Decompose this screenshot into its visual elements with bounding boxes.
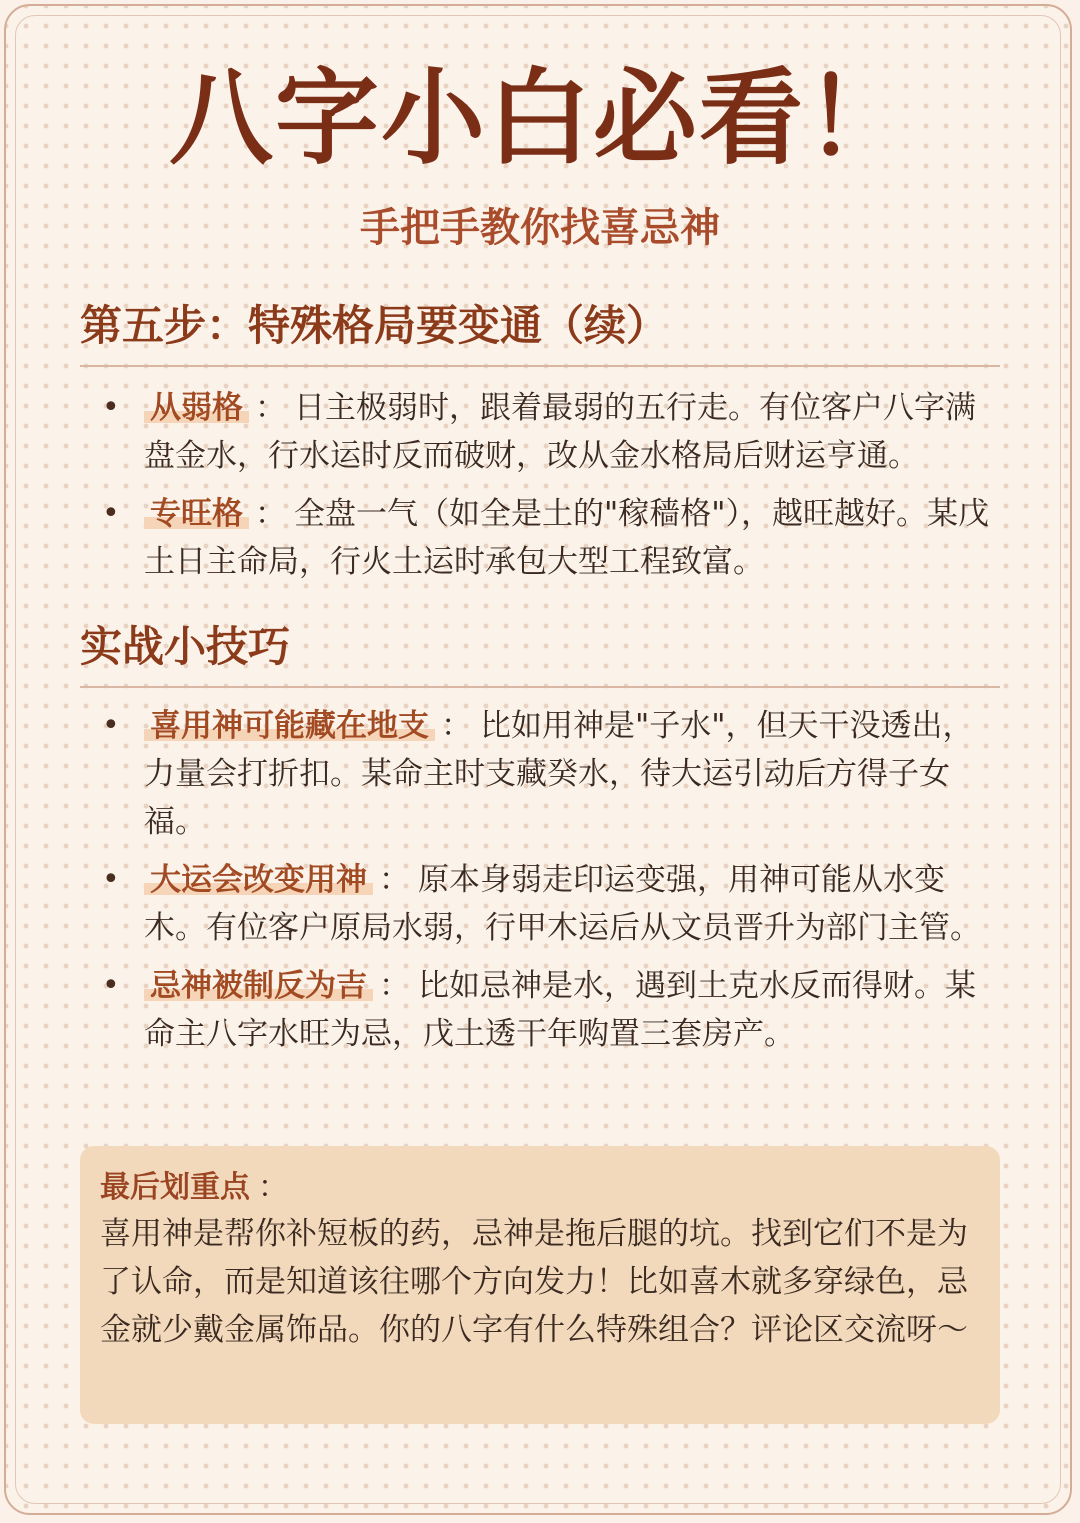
bullet-icon: • [102, 390, 120, 425]
item-separator: ： [441, 708, 472, 744]
bullet-icon: • [102, 862, 120, 897]
page-title: 八字小白必看！ [168, 57, 911, 179]
item-keyword: 忌神被制反为吉 [144, 968, 373, 1004]
list-item [100, 384, 1000, 480]
item-text: 比如用神是"子水"，但天干没透出，力量会打折扣。某命主时支藏癸水，待大运引动后方得子女福。 [144, 708, 974, 840]
list-item [100, 490, 1000, 586]
item-text: 日主极弱时，跟着最弱的五行走。有位客户八字满盘金水，行水运时反而破财，改从金水格局后财运亨通。 [144, 390, 976, 474]
item-separator: ： [379, 968, 410, 1004]
item-separator: ： [255, 390, 286, 426]
item-keyword: 喜用神可能藏在地支 [144, 708, 435, 744]
item-text: 比如忌神是水，遇到土克水反而得财。某命主八字水旺为忌，戊土透干年购置三套房产。 [144, 968, 976, 1052]
list-item [100, 962, 1000, 1058]
section-heading-practical-tips: 实战小技巧 [80, 626, 1000, 688]
bullet-icon: • [102, 708, 120, 743]
item-separator: ： [255, 496, 286, 532]
special-patterns-list [100, 384, 1000, 596]
section-heading-special-patterns: 第五步：特殊格局要变通（续） [80, 305, 1000, 367]
summary-box [80, 1146, 1000, 1424]
item-text: 全盘一气（如全是土的"稼穑格"），越旺越好。某戊土日主命局，行火土运时承包大型工程致富。 [144, 496, 990, 580]
item-keyword: 专旺格 [144, 496, 249, 532]
practical-tips-list [100, 702, 1000, 1068]
item-separator: ： [379, 862, 410, 898]
page-subtitle: 手把手教你找喜忌神 [360, 205, 720, 251]
item-keyword: 从弱格 [144, 390, 249, 426]
summary-title [100, 1166, 976, 1210]
summary-title-text: 最后划重点 [100, 1170, 250, 1205]
list-item [100, 702, 1000, 846]
bullet-icon: • [102, 968, 120, 1003]
summary-title-colon: ： [258, 1170, 288, 1205]
item-keyword: 大运会改变用神 [144, 862, 373, 898]
item-text: 原本身弱走印运变强，用神可能从水变木。有位客户原局水弱，行甲木运后从文员晋升为部门主管。 [144, 862, 981, 946]
list-item [100, 856, 1000, 952]
bullet-icon: • [102, 496, 120, 531]
summary-text: 喜用神是帮你补短板的药，忌神是拖后腿的坑。找到它们不是为了认命，而是知道该往哪个方向发力！比如喜木就多穿绿色，忌金就少戴金属饰品。你的八字有什么特殊组合？评论区交流呀～ [100, 1216, 968, 1348]
